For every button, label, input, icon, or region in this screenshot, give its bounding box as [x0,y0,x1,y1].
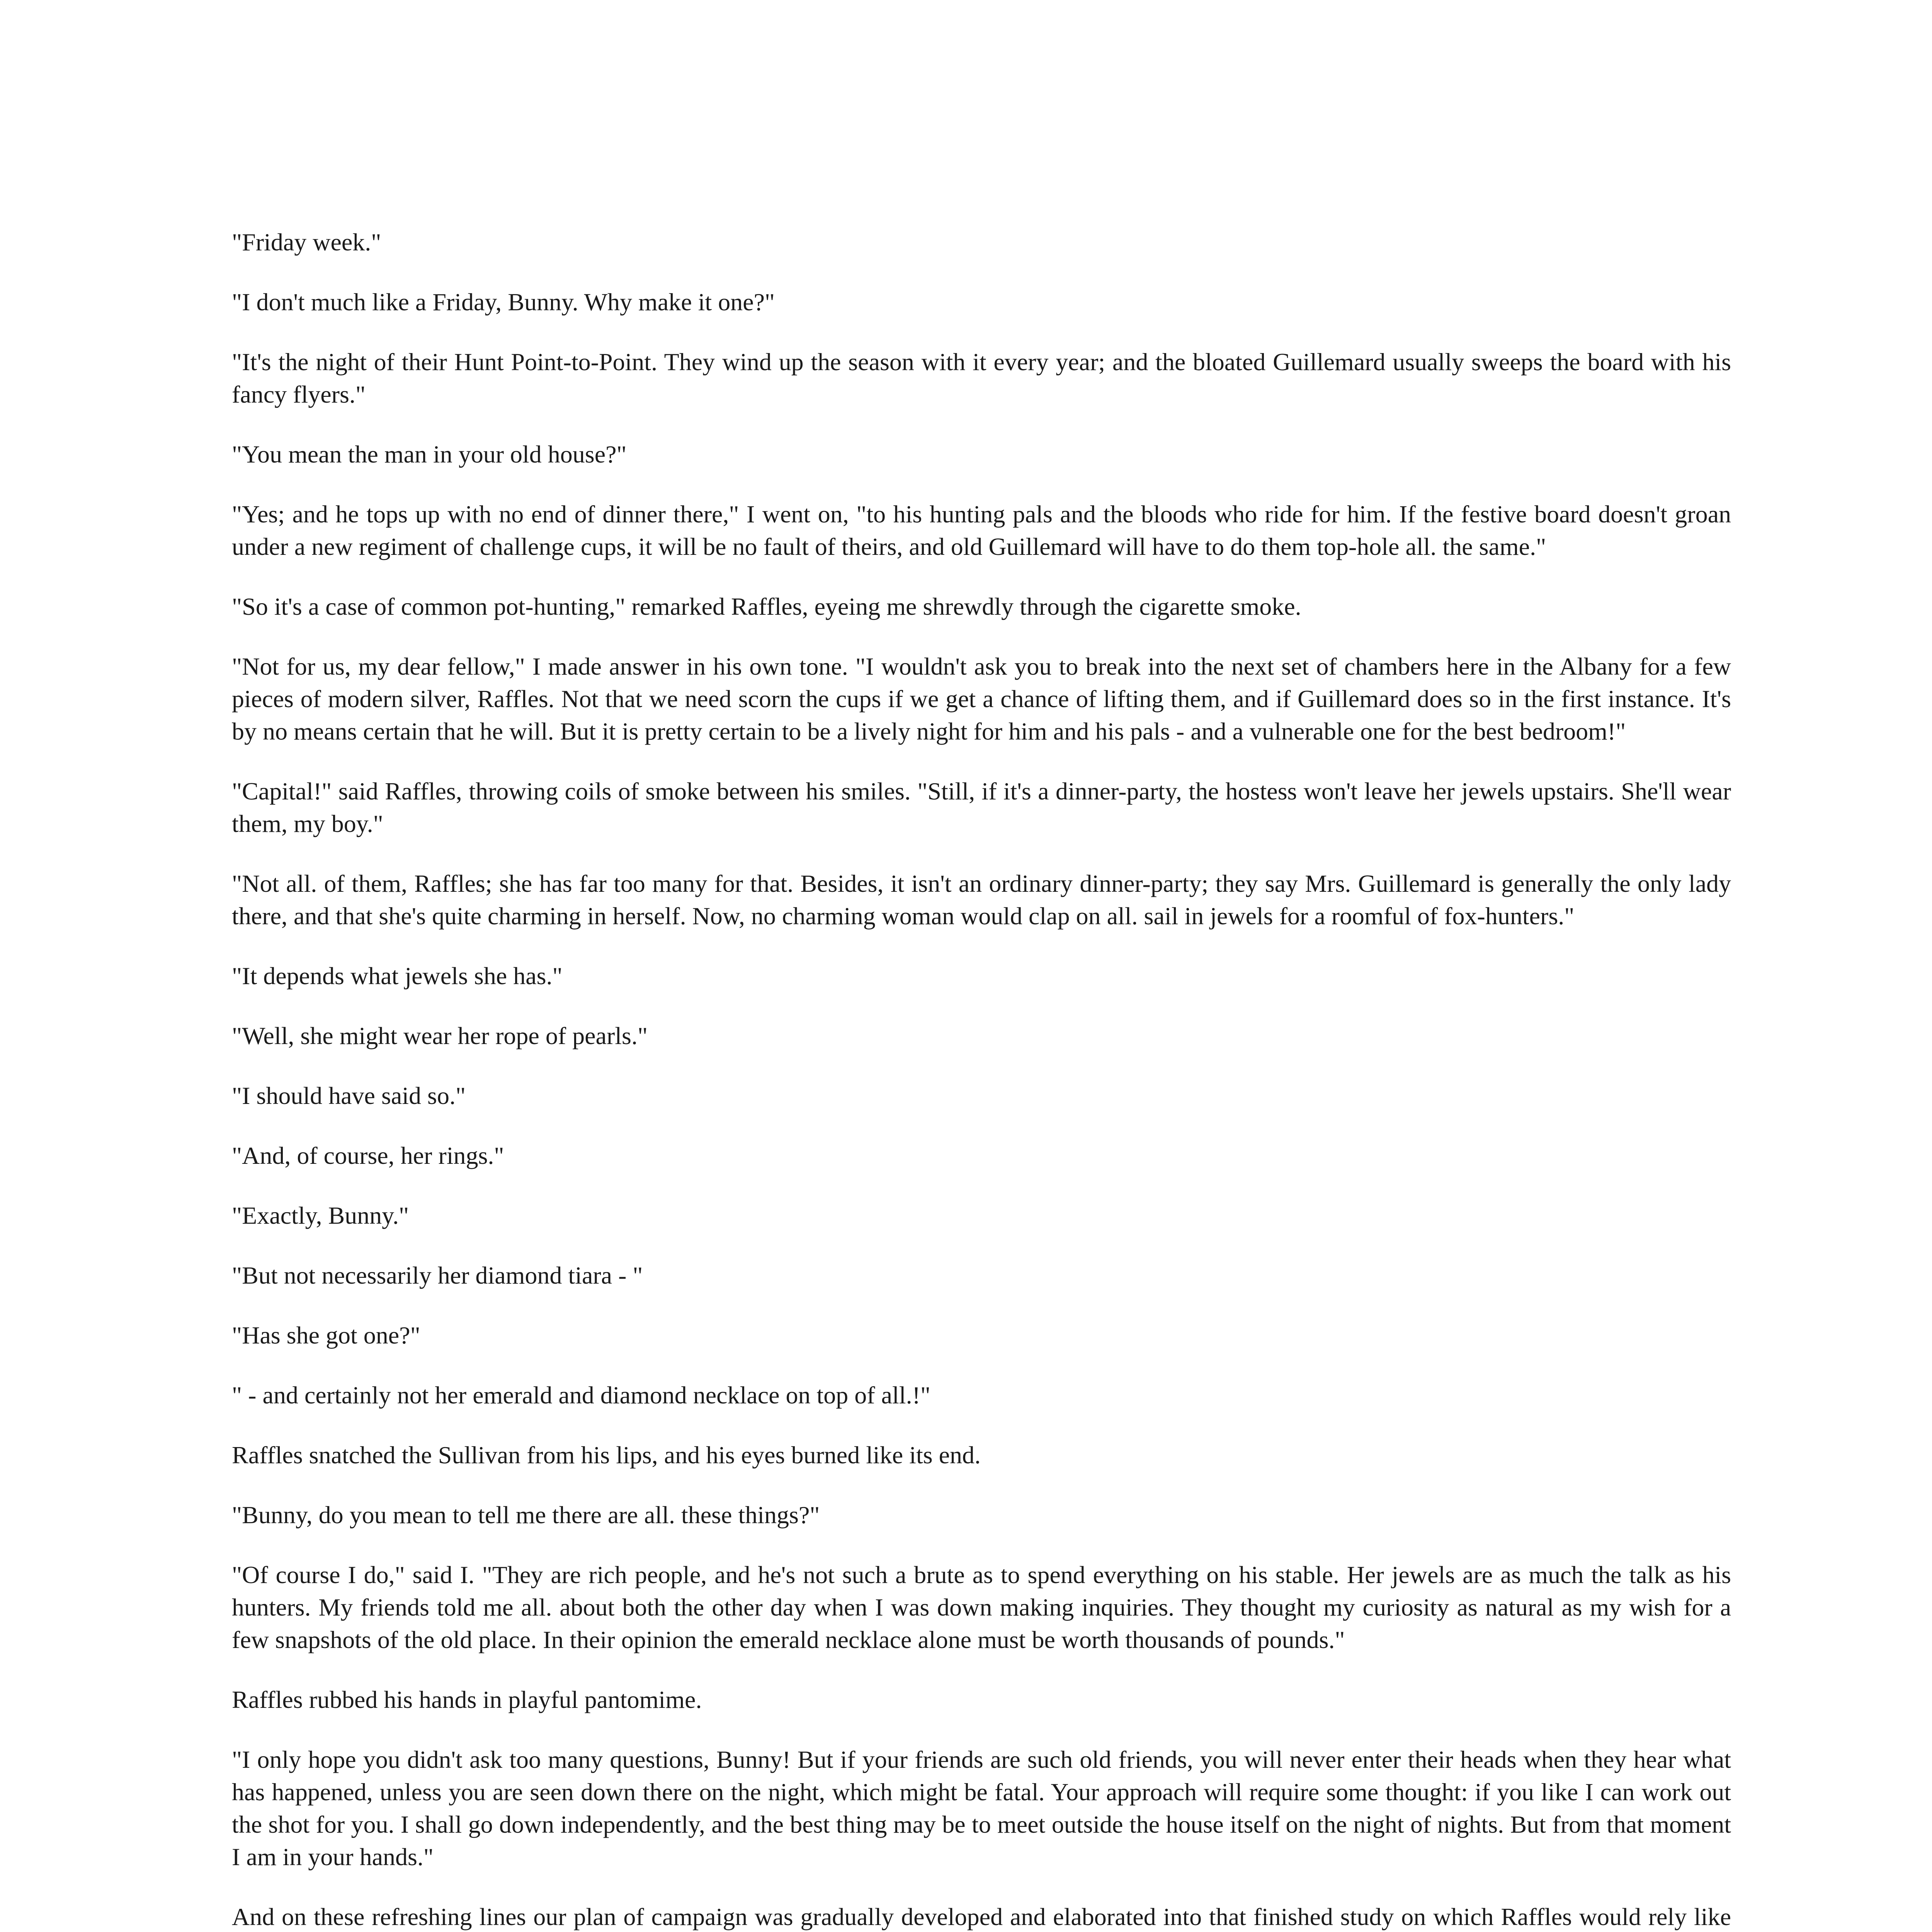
paragraph: "Of course I do," said I. "They are rich people, and he's not such a brute as to spend everything on his stable. Her jewels are as much the talk as his hunters. My friends told me all. about both the other day when I was down making inquiries. They thought my curiosity as natural as my wish for a few snapshots of the old place. In their opinion the emerald necklace alone must be worth thousands of pounds." [232,1561,1731,1653]
paragraph: "It depends what jewels she has." [232,962,563,990]
paragraph: Raffles rubbed his hands in playful pantomime. [232,1686,702,1713]
paragraph: "It's the night of their Hunt Point-to-Point. They wind up the season with it every year; and the bloated Guillemard usually sweeps the board with his fancy flyers." [232,348,1731,408]
paragraph: "And, of course, her rings." [232,1142,504,1169]
paragraph: "Yes; and he tops up with no end of dinner there," I went on, "to his hunting pals and the bloods who ride for him. If the festive board doesn't groan under a new regiment of challenge cups, it will be no fault of theirs, and old Guillemard will have to do them top-hole all. the same." [232,500,1731,560]
paragraph: "Exactly, Bunny." [232,1202,409,1229]
paragraph: Raffles snatched the Sullivan from his lips, and his eyes burned like its end. [232,1441,981,1469]
paragraph: "Not for us, my dear fellow," I made answer in his own tone. "I wouldn't ask you to break into the next set of chambers here in the Albany for a few pieces of modern silver, Raffles. Not that we need scorn the cups if we get a chance of lifting them, and if Guillemard does so in the first instance. It's by no means certain that he will. But it is pretty certain to be a lively night for him and his pals - and a vulnerable one for the best bedroom!" [232,653,1731,745]
document-page [232,226,1731,1932]
paragraph: "Friday week." [232,228,381,256]
paragraph: "Not all. of them, Raffles; she has far too many for that. Besides, it isn't an ordinary dinner-party; they say Mrs. Guillemard is generally the only lady there, and that she's quite charming in herself. Now, no charming woman would clap on all. sail in jewels for a roomful of fox-hunters." [232,870,1731,930]
paragraph: "I only hope you didn't ask too many questions, Bunny! But if your friends are such old friends, you will never enter their heads when they hear what has happened, unless you are seen down there on the night, which might be fatal. Your approach will require some thought: if you like I can work out the shot for you. I shall go down independently, and the best thing may be to meet outside the house itself on the night of nights. But from that moment I am in your hands." [232,1746,1731,1871]
paragraph: " - and certainly not her emerald and diamond necklace on top of all.!" [232,1381,930,1409]
paragraph: "You mean the man in your old house?" [232,440,627,468]
paragraph: "Bunny, do you mean to tell me there are all. these things?" [232,1501,820,1529]
paragraph: "Capital!" said Raffles, throwing coils of smoke between his smiles. "Still, if it's a dinner-party, the hostess won't leave her jewels upstairs. She'll wear them, my boy." [232,777,1731,837]
paragraph: And on these refreshing lines our plan of campaign was gradually developed and elaborated into that finished study on which Raffles would rely like [232,1903,1731,1930]
paragraph: "Has she got one?" [232,1321,420,1349]
paragraph: "So it's a case of common pot-hunting," remarked Raffles, eyeing me shrewdly through the cigarette smoke. [232,593,1301,620]
paragraph: "Well, she might wear her rope of pearls." [232,1022,648,1049]
paragraph: "I should have said so." [232,1082,466,1109]
paragraph: "I don't much like a Friday, Bunny. Why make it one?" [232,288,775,316]
paragraph: "But not necessarily her diamond tiara - " [232,1262,643,1289]
